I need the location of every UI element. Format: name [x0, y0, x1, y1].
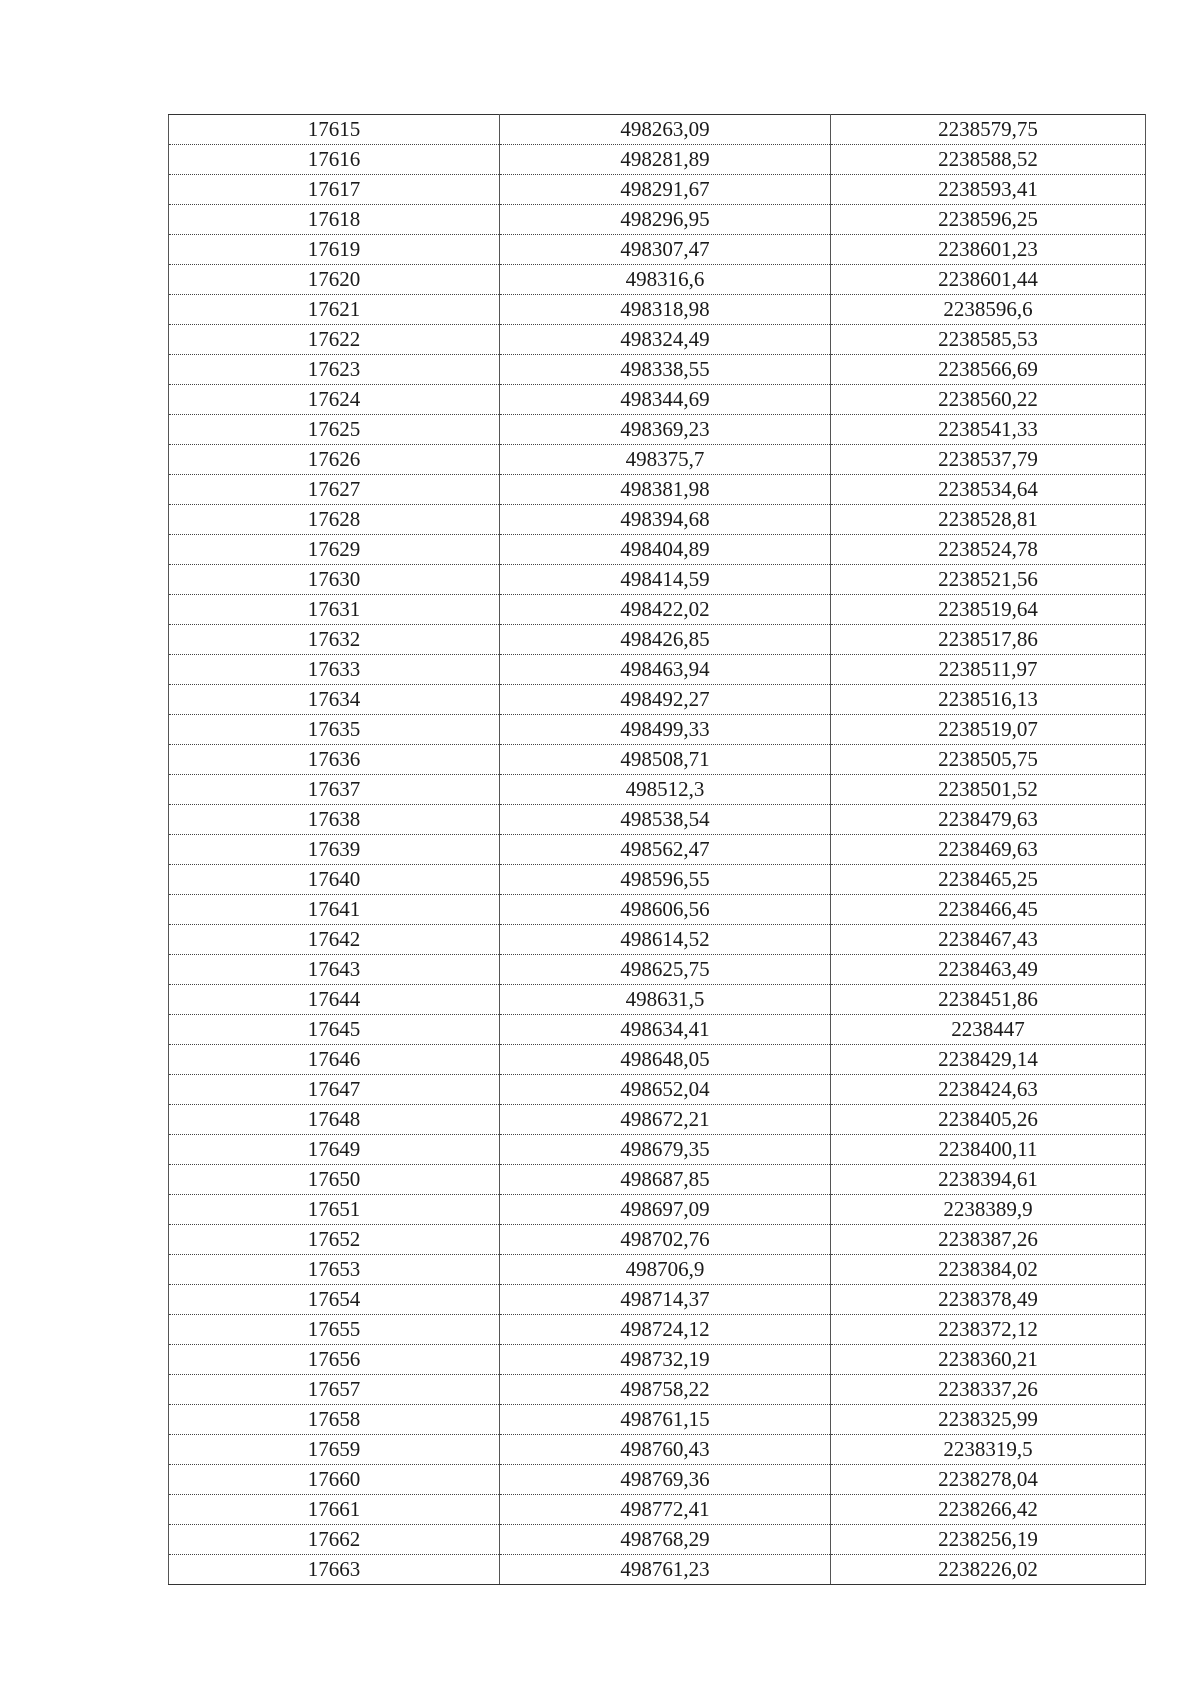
x-coordinate-cell: 498291,67	[500, 175, 831, 205]
table-row	[169, 1555, 1146, 1585]
y-coordinate-cell: 2238447	[831, 1015, 1146, 1045]
table-row	[169, 955, 1146, 985]
x-coordinate-cell: 498634,41	[500, 1015, 831, 1045]
y-coordinate-cell: 2238256,19	[831, 1525, 1146, 1555]
y-coordinate-cell: 2238467,43	[831, 925, 1146, 955]
table-row	[169, 1405, 1146, 1435]
y-coordinate-cell: 2238596,25	[831, 205, 1146, 235]
y-coordinate-cell: 2238521,56	[831, 565, 1146, 595]
x-coordinate-cell: 498772,41	[500, 1495, 831, 1525]
table-row	[169, 265, 1146, 295]
y-coordinate-cell: 2238429,14	[831, 1045, 1146, 1075]
y-coordinate-cell: 2238384,02	[831, 1255, 1146, 1285]
x-coordinate-cell: 498768,29	[500, 1525, 831, 1555]
point-number-cell: 17663	[169, 1555, 500, 1585]
point-number-cell: 17654	[169, 1285, 500, 1315]
table-row	[169, 1375, 1146, 1405]
point-number-cell: 17624	[169, 385, 500, 415]
y-coordinate-cell: 2238389,9	[831, 1195, 1146, 1225]
point-number-cell: 17650	[169, 1165, 500, 1195]
point-number-cell: 17628	[169, 505, 500, 535]
table-row	[169, 115, 1146, 145]
point-number-cell: 17656	[169, 1345, 500, 1375]
table-row	[169, 355, 1146, 385]
y-coordinate-cell: 2238593,41	[831, 175, 1146, 205]
x-coordinate-cell: 498324,49	[500, 325, 831, 355]
x-coordinate-cell: 498724,12	[500, 1315, 831, 1345]
y-coordinate-cell: 2238537,79	[831, 445, 1146, 475]
y-coordinate-cell: 2238601,23	[831, 235, 1146, 265]
x-coordinate-cell: 498492,27	[500, 685, 831, 715]
table-row	[169, 1105, 1146, 1135]
point-number-cell: 17652	[169, 1225, 500, 1255]
x-coordinate-cell: 498296,95	[500, 205, 831, 235]
y-coordinate-cell: 2238479,63	[831, 805, 1146, 835]
table-row	[169, 925, 1146, 955]
point-number-cell: 17660	[169, 1465, 500, 1495]
table-row	[169, 625, 1146, 655]
x-coordinate-cell: 498631,5	[500, 985, 831, 1015]
x-coordinate-cell: 498426,85	[500, 625, 831, 655]
point-number-cell: 17618	[169, 205, 500, 235]
x-coordinate-cell: 498463,94	[500, 655, 831, 685]
y-coordinate-cell: 2238387,26	[831, 1225, 1146, 1255]
point-number-cell: 17635	[169, 715, 500, 745]
point-number-cell: 17620	[169, 265, 500, 295]
table-row	[169, 1045, 1146, 1075]
x-coordinate-cell: 498499,33	[500, 715, 831, 745]
y-coordinate-cell: 2238524,78	[831, 535, 1146, 565]
point-number-cell: 17655	[169, 1315, 500, 1345]
table-row	[169, 445, 1146, 475]
point-number-cell: 17615	[169, 115, 500, 145]
point-number-cell: 17621	[169, 295, 500, 325]
table-row	[169, 1225, 1146, 1255]
table-row	[169, 1465, 1146, 1495]
x-coordinate-cell: 498761,23	[500, 1555, 831, 1585]
table-row	[169, 145, 1146, 175]
y-coordinate-cell: 2238405,26	[831, 1105, 1146, 1135]
table-row	[169, 565, 1146, 595]
x-coordinate-cell: 498652,04	[500, 1075, 831, 1105]
point-number-cell: 17633	[169, 655, 500, 685]
table-row	[169, 715, 1146, 745]
y-coordinate-cell: 2238465,25	[831, 865, 1146, 895]
x-coordinate-cell: 498394,68	[500, 505, 831, 535]
table-row	[169, 325, 1146, 355]
point-number-cell: 17643	[169, 955, 500, 985]
point-number-cell: 17631	[169, 595, 500, 625]
point-number-cell: 17640	[169, 865, 500, 895]
point-number-cell: 17662	[169, 1525, 500, 1555]
y-coordinate-cell: 2238378,49	[831, 1285, 1146, 1315]
x-coordinate-cell: 498369,23	[500, 415, 831, 445]
x-coordinate-cell: 498307,47	[500, 235, 831, 265]
point-number-cell: 17639	[169, 835, 500, 865]
point-number-cell: 17651	[169, 1195, 500, 1225]
y-coordinate-cell: 2238560,22	[831, 385, 1146, 415]
x-coordinate-cell: 498672,21	[500, 1105, 831, 1135]
x-coordinate-cell: 498422,02	[500, 595, 831, 625]
table-row	[169, 595, 1146, 625]
y-coordinate-cell: 2238466,45	[831, 895, 1146, 925]
x-coordinate-cell: 498679,35	[500, 1135, 831, 1165]
y-coordinate-cell: 2238463,49	[831, 955, 1146, 985]
point-number-cell: 17623	[169, 355, 500, 385]
x-coordinate-cell: 498414,59	[500, 565, 831, 595]
point-number-cell: 17637	[169, 775, 500, 805]
point-number-cell: 17630	[169, 565, 500, 595]
y-coordinate-cell: 2238266,42	[831, 1495, 1146, 1525]
y-coordinate-cell: 2238534,64	[831, 475, 1146, 505]
coordinates-table-body	[169, 115, 1146, 1585]
table-row	[169, 985, 1146, 1015]
y-coordinate-cell: 2238596,6	[831, 295, 1146, 325]
x-coordinate-cell: 498702,76	[500, 1225, 831, 1255]
table-row	[169, 175, 1146, 205]
table-row	[169, 535, 1146, 565]
y-coordinate-cell: 2238528,81	[831, 505, 1146, 535]
point-number-cell: 17636	[169, 745, 500, 775]
y-coordinate-cell: 2238424,63	[831, 1075, 1146, 1105]
table-row	[169, 475, 1146, 505]
point-number-cell: 17644	[169, 985, 500, 1015]
x-coordinate-cell: 498344,69	[500, 385, 831, 415]
x-coordinate-cell: 498625,75	[500, 955, 831, 985]
point-number-cell: 17638	[169, 805, 500, 835]
x-coordinate-cell: 498338,55	[500, 355, 831, 385]
x-coordinate-cell: 498596,55	[500, 865, 831, 895]
x-coordinate-cell: 498281,89	[500, 145, 831, 175]
x-coordinate-cell: 498606,56	[500, 895, 831, 925]
table-row	[169, 1075, 1146, 1105]
x-coordinate-cell: 498508,71	[500, 745, 831, 775]
table-row	[169, 1525, 1146, 1555]
x-coordinate-cell: 498614,52	[500, 925, 831, 955]
x-coordinate-cell: 498697,09	[500, 1195, 831, 1225]
y-coordinate-cell: 2238278,04	[831, 1465, 1146, 1495]
point-number-cell: 17622	[169, 325, 500, 355]
table-row	[169, 205, 1146, 235]
table-row	[169, 1255, 1146, 1285]
y-coordinate-cell: 2238516,13	[831, 685, 1146, 715]
point-number-cell: 17629	[169, 535, 500, 565]
point-number-cell: 17648	[169, 1105, 500, 1135]
table-row	[169, 1195, 1146, 1225]
y-coordinate-cell: 2238519,07	[831, 715, 1146, 745]
table-row	[169, 1165, 1146, 1195]
point-number-cell: 17653	[169, 1255, 500, 1285]
x-coordinate-cell: 498714,37	[500, 1285, 831, 1315]
table-row	[169, 745, 1146, 775]
y-coordinate-cell: 2238319,5	[831, 1435, 1146, 1465]
point-number-cell: 17661	[169, 1495, 500, 1525]
point-number-cell: 17632	[169, 625, 500, 655]
y-coordinate-cell: 2238360,21	[831, 1345, 1146, 1375]
y-coordinate-cell: 2238585,53	[831, 325, 1146, 355]
x-coordinate-cell: 498562,47	[500, 835, 831, 865]
table-row	[169, 295, 1146, 325]
table-row	[169, 1315, 1146, 1345]
table-row	[169, 865, 1146, 895]
y-coordinate-cell: 2238501,52	[831, 775, 1146, 805]
y-coordinate-cell: 2238505,75	[831, 745, 1146, 775]
point-number-cell: 17617	[169, 175, 500, 205]
table-row	[169, 235, 1146, 265]
y-coordinate-cell: 2238451,86	[831, 985, 1146, 1015]
y-coordinate-cell: 2238372,12	[831, 1315, 1146, 1345]
table-row	[169, 415, 1146, 445]
y-coordinate-cell: 2238517,86	[831, 625, 1146, 655]
table-row	[169, 1495, 1146, 1525]
point-number-cell: 17645	[169, 1015, 500, 1045]
point-number-cell: 17659	[169, 1435, 500, 1465]
x-coordinate-cell: 498316,6	[500, 265, 831, 295]
y-coordinate-cell: 2238511,97	[831, 655, 1146, 685]
table-row	[169, 775, 1146, 805]
point-number-cell: 17616	[169, 145, 500, 175]
table-row	[169, 385, 1146, 415]
x-coordinate-cell: 498648,05	[500, 1045, 831, 1075]
x-coordinate-cell: 498375,7	[500, 445, 831, 475]
y-coordinate-cell: 2238325,99	[831, 1405, 1146, 1435]
y-coordinate-cell: 2238579,75	[831, 115, 1146, 145]
y-coordinate-cell: 2238541,33	[831, 415, 1146, 445]
x-coordinate-cell: 498512,3	[500, 775, 831, 805]
table-row	[169, 1015, 1146, 1045]
x-coordinate-cell: 498769,36	[500, 1465, 831, 1495]
y-coordinate-cell: 2238469,63	[831, 835, 1146, 865]
x-coordinate-cell: 498381,98	[500, 475, 831, 505]
x-coordinate-cell: 498263,09	[500, 115, 831, 145]
x-coordinate-cell: 498538,54	[500, 805, 831, 835]
point-number-cell: 17642	[169, 925, 500, 955]
y-coordinate-cell: 2238394,61	[831, 1165, 1146, 1195]
x-coordinate-cell: 498758,22	[500, 1375, 831, 1405]
table-row	[169, 1135, 1146, 1165]
table-row	[169, 505, 1146, 535]
point-number-cell: 17641	[169, 895, 500, 925]
y-coordinate-cell: 2238337,26	[831, 1375, 1146, 1405]
table-row	[169, 1435, 1146, 1465]
y-coordinate-cell: 2238400,11	[831, 1135, 1146, 1165]
x-coordinate-cell: 498706,9	[500, 1255, 831, 1285]
y-coordinate-cell: 2238588,52	[831, 145, 1146, 175]
point-number-cell: 17647	[169, 1075, 500, 1105]
table-row	[169, 655, 1146, 685]
table-row	[169, 685, 1146, 715]
y-coordinate-cell: 2238566,69	[831, 355, 1146, 385]
point-number-cell: 17649	[169, 1135, 500, 1165]
x-coordinate-cell: 498318,98	[500, 295, 831, 325]
table-row	[169, 895, 1146, 925]
x-coordinate-cell: 498761,15	[500, 1405, 831, 1435]
table-row	[169, 1345, 1146, 1375]
table-row	[169, 835, 1146, 865]
point-number-cell: 17625	[169, 415, 500, 445]
y-coordinate-cell: 2238519,64	[831, 595, 1146, 625]
x-coordinate-cell: 498687,85	[500, 1165, 831, 1195]
table-row	[169, 1285, 1146, 1315]
point-number-cell: 17626	[169, 445, 500, 475]
point-number-cell: 17646	[169, 1045, 500, 1075]
point-number-cell: 17627	[169, 475, 500, 505]
x-coordinate-cell: 498732,19	[500, 1345, 831, 1375]
y-coordinate-cell: 2238601,44	[831, 265, 1146, 295]
table-row	[169, 805, 1146, 835]
y-coordinate-cell: 2238226,02	[831, 1555, 1146, 1585]
coordinates-table	[168, 114, 1146, 1585]
point-number-cell: 17619	[169, 235, 500, 265]
point-number-cell: 17657	[169, 1375, 500, 1405]
point-number-cell: 17634	[169, 685, 500, 715]
x-coordinate-cell: 498760,43	[500, 1435, 831, 1465]
point-number-cell: 17658	[169, 1405, 500, 1435]
x-coordinate-cell: 498404,89	[500, 535, 831, 565]
